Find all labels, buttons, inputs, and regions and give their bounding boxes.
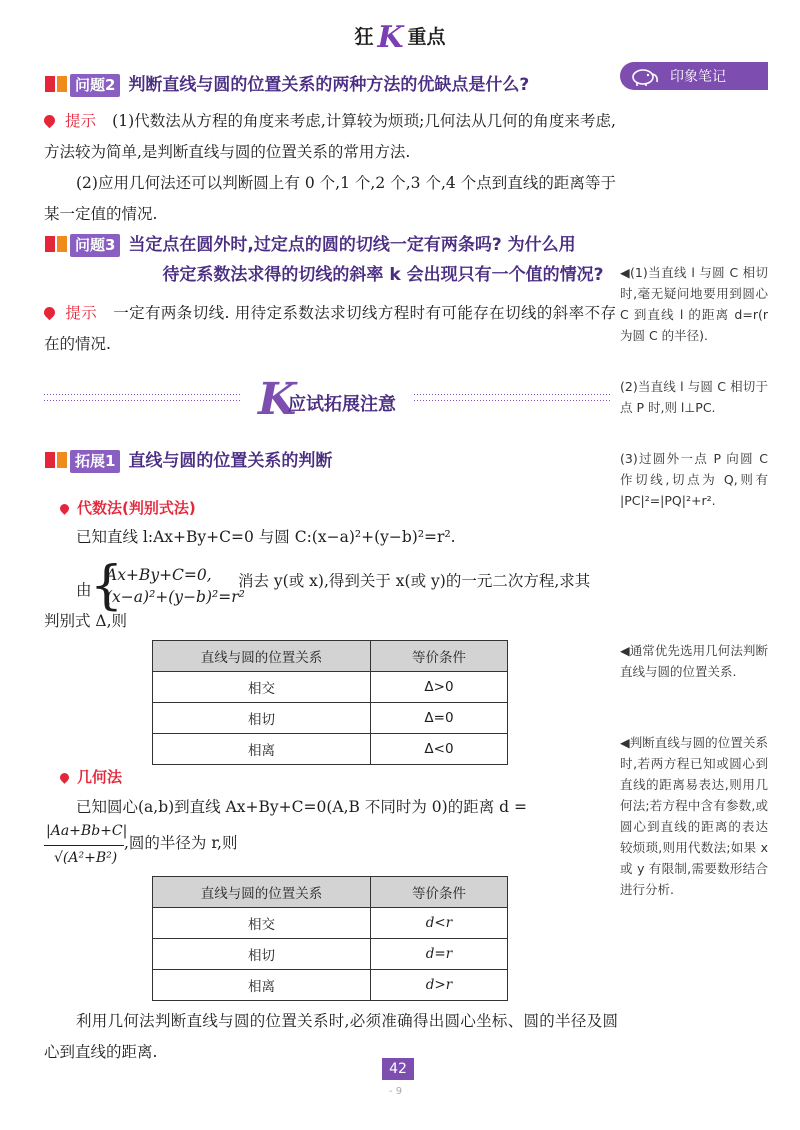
table-cell: 相离: [153, 734, 371, 765]
banner-title: 应试拓展注意: [288, 394, 396, 415]
table-header-cell: 等价条件: [371, 877, 508, 908]
table-header-row: [153, 877, 508, 908]
question-2-title: 判断直线与圆的位置关系的两种方法的优缺点是什么?: [128, 75, 530, 95]
table-row: [153, 734, 508, 765]
question-2-hint-p1: [44, 106, 616, 168]
algebra-method-heading: [60, 497, 196, 518]
table-row: [153, 703, 508, 734]
table-row: [153, 970, 508, 1001]
book-icon: [44, 74, 68, 94]
algebra-line3: 判别式 Δ,则: [44, 612, 128, 630]
question-3-hint: [44, 298, 616, 360]
table-cell: 相交: [153, 672, 371, 703]
hint-bullet-icon: [42, 113, 58, 129]
table-cell: 相切: [153, 703, 371, 734]
hint-bullet-icon: [42, 305, 58, 321]
table-cell: d>r: [371, 970, 508, 1001]
question-2-hint-p2: (2)应用几何法还可以判断圆上有 0 个,1 个,2 个,3 个,4 个点到直线的距离等于某一定值的情况.: [44, 174, 616, 223]
banner-rule-right: [414, 394, 612, 404]
question-2-tag: 问题2: [70, 74, 120, 97]
algebra-line1: 已知直线 l:Ax+By+C=0 与圆 C:(x−a)²+(y−b)²=r².: [76, 528, 456, 546]
distance-fraction-denominator: √(A²+B²): [54, 850, 118, 866]
hint-text: 一定有两条切线. 用待定系数法求切线方程时有可能存在切线的斜率不存在的情况.: [44, 304, 616, 353]
extension-1-title: 直线与圆的位置关系的判断: [128, 451, 333, 471]
distance-fraction-numerator: |Aa+Bb+C|: [46, 823, 128, 839]
header-text-post: 重点: [407, 26, 446, 48]
table-header-cell: 直线与圆的位置关系: [153, 877, 371, 908]
fraction-bar: [44, 845, 124, 846]
table-cell: Δ=0: [371, 703, 508, 734]
side-note-method-choice: ◀判断直线与圆的位置关系时,若两方程已知或圆心到直线的距离易表达,则用几何法;若方程中含有参数,或圆心到直线的距离的表达较烦琐,则用代数法;如果 x 或 y 有限制,需要数形结合进行分析.: [620, 735, 768, 897]
brace-symbol: {: [90, 556, 124, 616]
bullet-icon: [58, 502, 71, 515]
hint-label: 提示: [65, 304, 98, 322]
page-mark: - 9: [389, 1086, 403, 1097]
geometry-heading-text: 几何法: [77, 768, 123, 786]
question-3-title: [128, 230, 603, 290]
table-cell: 相切: [153, 939, 371, 970]
table-row: [153, 908, 508, 939]
table-header-cell: 等价条件: [371, 641, 508, 672]
table-header-row: [153, 641, 508, 672]
question-3-title-line2: 待定系数法求得的切线的斜率 k 会出现只有一个值的情况?: [162, 265, 604, 285]
side-note-tangent-length: (3)过圆外一点 P 向圆 C 作切线,切点为 Q,则有 |PC|²=|PQ|²+r².: [620, 451, 768, 508]
algebra-table: [152, 640, 508, 765]
table-cell: Δ>0: [371, 672, 508, 703]
banner-rule-left: [44, 394, 242, 404]
system-eq1: Ax+By+C=0,: [106, 566, 212, 584]
bullet-icon: [58, 771, 71, 784]
book-icon: [44, 450, 68, 470]
table-cell: 相离: [153, 970, 371, 1001]
page-number: 42: [382, 1058, 414, 1080]
header-text-pre: 狂: [354, 26, 374, 48]
side-note-prefer-geometry: ◀通常优先选用几何法判断直线与圆的位置关系.: [620, 643, 768, 679]
side-note-tangent-distance: ◀(1)当直线 l 与圆 C 相切时,毫无疑问地要用到圆心 C 到直线 l 的距离 d=r(r 为圆 C 的半径).: [620, 265, 768, 343]
geometry-table: [152, 876, 508, 1001]
geometry-conclusion: 利用几何法判断直线与圆的位置关系时,必须准确得出圆心坐标、圆的半径及圆心到直线的距离.: [44, 1012, 618, 1061]
note-badge-label: 印象笔记: [670, 69, 726, 85]
header-k-logo: K: [377, 20, 404, 55]
geometry-line2: ,圆的半径为 r,则: [124, 834, 238, 852]
table-row: [153, 672, 508, 703]
hint-label: 提示: [65, 112, 97, 130]
banner-k-logo: K: [258, 374, 297, 425]
elephant-icon: [628, 66, 660, 86]
book-icon: [44, 234, 68, 254]
system-eq2: (x−a)²+(y−b)²=r²: [106, 588, 245, 606]
hint-text: (1)代数法从方程的角度来考虑,计算较为烦琐;几何法从几何的角度来考虑,方法较为简单,是判断直线与圆的位置关系的常用方法.: [44, 112, 616, 161]
system-suffix: 消去 y(或 x),得到关于 x(或 y)的一元二次方程,求其: [238, 572, 591, 590]
page-header: [0, 20, 800, 55]
question-2-heading: [44, 74, 614, 100]
side-note-perpendicular: (2)当直线 l 与圆 C 相切于点 P 时,则 l⊥PC.: [620, 379, 768, 415]
question-3-title-line1: 当定点在圆外时,过定点的圆的切线一定有两条吗? 为什么用: [128, 235, 576, 255]
table-header-cell: 直线与圆的位置关系: [153, 641, 371, 672]
extension-1-heading: [44, 450, 614, 476]
note-badge: [620, 62, 768, 90]
question-3-tag: 问题3: [70, 234, 120, 257]
extension-1-tag: 拓展1: [70, 450, 120, 473]
table-cell: d<r: [371, 908, 508, 939]
algebra-heading-text: 代数法(判别式法): [77, 499, 196, 517]
system-prefix: 由: [76, 581, 92, 599]
geometry-line1: 已知圆心(a,b)到直线 Ax+By+C=0(A,B 不同时为 0)的距离 d =: [76, 798, 527, 816]
table-cell: d=r: [371, 939, 508, 970]
question-3-heading: [44, 234, 620, 290]
table-row: [153, 939, 508, 970]
geometry-method-heading: [60, 766, 122, 787]
table-cell: Δ<0: [371, 734, 508, 765]
section-banner: [44, 374, 612, 425]
table-cell: 相交: [153, 908, 371, 939]
